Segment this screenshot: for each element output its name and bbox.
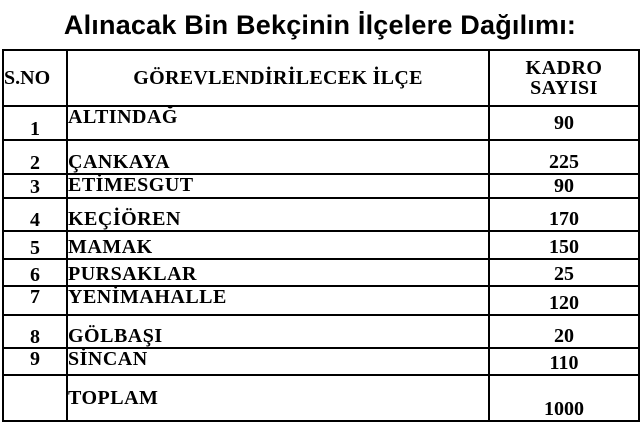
row-serial-no: 5: [3, 231, 67, 259]
row-staff-count: 170: [489, 198, 639, 231]
row-staff-count: 110: [489, 348, 639, 375]
header-district: GÖREVLENDİRİLECEK İLÇE: [67, 50, 489, 106]
table-row: [3, 348, 639, 375]
row-staff-count: 90: [489, 174, 639, 198]
header-staff-count: [489, 50, 639, 106]
row-staff-count: 225: [489, 140, 639, 174]
total-label: TOPLAM: [67, 375, 489, 421]
row-serial-no: 7: [3, 286, 67, 315]
row-district: SİNCAN: [67, 348, 489, 375]
row-serial-no: 1: [3, 106, 67, 140]
row-staff-count: 25: [489, 259, 639, 286]
table-row: [3, 140, 639, 174]
table-row: [3, 198, 639, 231]
row-district: ALTINDAĞ: [67, 106, 489, 140]
table-total-row: [3, 375, 639, 421]
row-serial-no: 3: [3, 174, 67, 198]
table-row: [3, 259, 639, 286]
table-row: [3, 174, 639, 198]
row-staff-count: 20: [489, 315, 639, 348]
row-district: ÇANKAYA: [67, 140, 489, 174]
row-staff-count: 150: [489, 231, 639, 259]
header-serial-no: S.NO: [3, 50, 67, 106]
district-allocation-table: [2, 49, 640, 422]
row-serial-no: 8: [3, 315, 67, 348]
row-district: GÖLBAŞI: [67, 315, 489, 348]
table-row: [3, 106, 639, 140]
total-serial-no: [3, 375, 67, 421]
row-serial-no: 9: [3, 348, 67, 375]
table-row: [3, 231, 639, 259]
row-district: MAMAK: [67, 231, 489, 259]
row-district: YENİMAHALLE: [67, 286, 489, 315]
table-row: [3, 286, 639, 315]
row-serial-no: 4: [3, 198, 67, 231]
table-row: [3, 315, 639, 348]
row-district: PURSAKLAR: [67, 259, 489, 286]
total-staff-count: 1000: [489, 375, 639, 421]
page-title: Alınacak Bin Bekçinin İlçelere Dağılımı:: [63, 10, 577, 40]
row-serial-no: 6: [3, 259, 67, 286]
header-staff-count-line1: KADRO: [525, 57, 603, 79]
row-serial-no: 2: [3, 140, 67, 174]
row-district: KEÇİÖREN: [67, 198, 489, 231]
row-staff-count: 120: [489, 286, 639, 315]
header-staff-count-line2: SAYISI: [530, 77, 598, 99]
row-staff-count: 90: [489, 106, 639, 140]
table-header-row: [3, 50, 639, 106]
row-district: ETİMESGUT: [67, 174, 489, 198]
